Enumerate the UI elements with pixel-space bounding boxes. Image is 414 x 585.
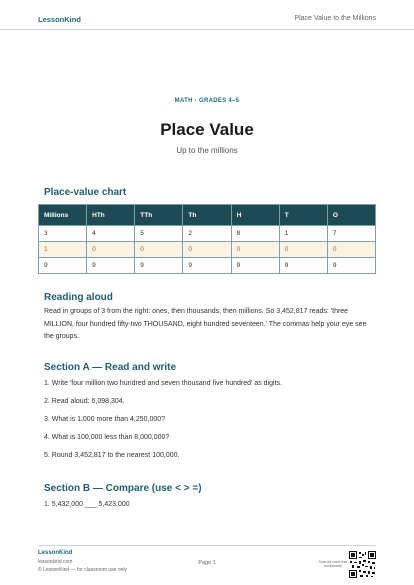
question-a2: 2. Read aloud: 6,098,304.	[44, 398, 125, 405]
table-row	[39, 258, 376, 274]
table-cell: 2	[183, 226, 231, 242]
qr-caption: Scan for more free worksheets	[318, 560, 348, 568]
table-cell: 0	[327, 242, 375, 258]
table-cell: 1	[279, 226, 327, 242]
column-header-millions: Millions	[39, 205, 87, 226]
place-value-chart-heading: Place-value chart	[44, 187, 127, 198]
table-cell: 0	[183, 242, 231, 258]
table-cell: 0	[231, 242, 279, 258]
footer-site-link[interactable]: lessonkind.com	[38, 559, 73, 565]
table-cell: 9	[87, 258, 135, 274]
page-title: Place Value	[160, 120, 254, 139]
table-header-row	[39, 205, 376, 226]
table-cell: 8	[231, 226, 279, 242]
question-a4: 4. What is 100,000 less than 8,000,000?	[44, 434, 170, 441]
table-cell: 9	[135, 258, 183, 274]
subject-grade-label: MATH · GRADES 4–5	[174, 98, 240, 104]
table-row-highlighted	[39, 242, 376, 258]
table-cell: 1	[39, 242, 87, 258]
table-row	[39, 226, 376, 242]
brand-name[interactable]: LessonKind	[38, 15, 81, 24]
top-bar	[0, 0, 414, 30]
table-cell: 4	[87, 226, 135, 242]
reading-aloud-heading: Reading aloud	[44, 292, 113, 303]
footer-divider	[38, 545, 376, 546]
table-cell: 9	[327, 258, 375, 274]
section-b-heading: Section B — Compare (use < > =)	[44, 483, 202, 494]
column-header-hundreds: H	[231, 205, 279, 226]
table-cell: 7	[327, 226, 375, 242]
document-title: Place Value to the Millions	[294, 15, 376, 22]
column-header-hundred-thousands: HTh	[87, 205, 135, 226]
table-cell: 0	[279, 242, 327, 258]
column-header-tens: T	[279, 205, 327, 226]
page-subtitle: Up to the millions	[176, 146, 238, 155]
section-a-heading: Section A — Read and write	[44, 362, 177, 373]
reading-aloud-text: Read in groups of 3 from the right: ones, then thousands, then millions. So 3,452,817 reads: 'three MILLION, four hundred fifty-two THOUSAND, eight hundred seventeen.' The commas help your eye see the groups.	[44, 308, 367, 340]
table-cell: 0	[87, 242, 135, 258]
page-number: Page 1	[198, 560, 216, 566]
table-cell: 0	[135, 242, 183, 258]
table-cell: 5	[135, 226, 183, 242]
table-cell: 9	[183, 258, 231, 274]
column-header-ten-thousands: TTh	[135, 205, 183, 226]
qr-code-icon[interactable]	[349, 551, 376, 578]
question-a1: 1. Write 'four million two hundred and seven thousand five hundred' as digits.	[44, 380, 282, 387]
question-b1: 1. 5,432,000 ___ 5,423,000	[44, 501, 130, 508]
column-header-ones: O	[327, 205, 375, 226]
footer-copyright: © LessonKind — for classroom use only	[38, 567, 128, 573]
table-cell: 3	[39, 226, 87, 242]
question-a5: 5. Round 3,452,817 to the nearest 100,000.	[44, 452, 180, 459]
table-cell: 9	[231, 258, 279, 274]
question-a3: 3. What is 1,000 more than 4,250,000?	[44, 416, 166, 423]
column-header-thousands: Th	[183, 205, 231, 226]
table-cell: 9	[39, 258, 87, 274]
footer-brand: LessonKind	[38, 550, 73, 556]
table-cell: 9	[279, 258, 327, 274]
place-value-table	[38, 204, 376, 274]
